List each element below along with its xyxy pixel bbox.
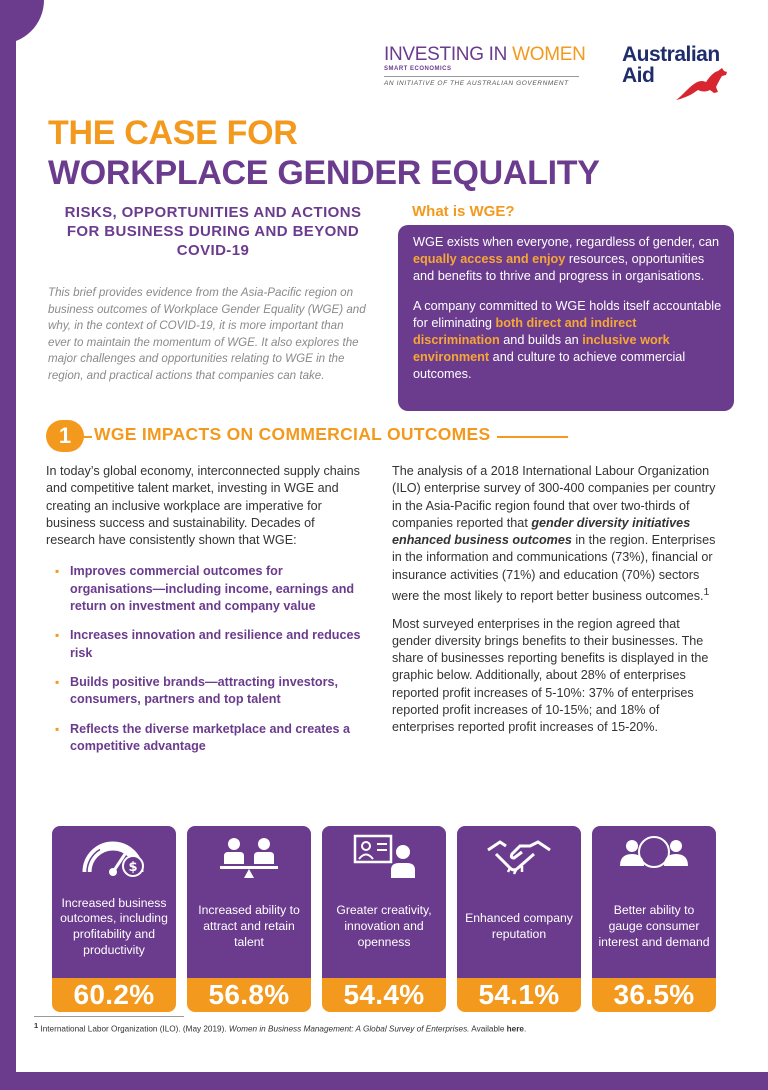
bottom-frame-bar [0,1072,768,1090]
list-item: ▪ Builds positive brands—attracting investors, consumers, partners and top talent [46,674,366,709]
benefits-list [46,563,366,755]
investing-in-women-logo [384,44,584,87]
survey-benefits-paragraph: Most surveyed enterprises in the region agreed that gender diversity brings benefits to their businesses. The share of businesses reporting benefits is displayed in the graphic below. Additionally, about 28% of enterprises reported profit increases of 5-10%: 37% of enterprises reported profit increases of 10-15%; and 18% of enterprises reported profit increases of 15-20%. [392,616,709,735]
consumers-group-icon [592,830,716,882]
stat-card [457,826,581,1012]
presentation-screen-icon [322,830,446,882]
australian-aid-logo [622,44,734,102]
wge-paragraph-1: WGE exists when everyone, regardless of gender, can equally access and enjoy resources, opportunities and benefits to thrive and progress in organisations. [413,235,720,283]
brand-initiative: AN INITIATIVE OF THE AUSTRALIAN GOVERNMENT [384,80,569,87]
balance-people-icon [187,830,311,882]
footnote-link[interactable]: here [506,1024,524,1034]
kangaroo-icon [672,66,734,102]
stat-label: Increased ability to attract and retain talent [198,903,300,949]
left-intro-paragraph: In today’s global economy, interconnected supply chains and competitive talent market, investing in WGE and creating an inclusive workplace are imperative for business success and sustainability. Decades of research have consistently shown that WGE: [46,464,360,548]
stat-value: 54.4% [322,978,446,1012]
stat-label: Greater creativity, innovation and openness [336,903,432,949]
right-column [392,463,722,747]
intro-paragraph: This brief provides evidence from the Asia-Pacific region on business outcomes of Workplace Gender Equality (WGE) and why, in the context of COVID-19, it is more important than ever to maintain the momentum of WGE. It also explores the major challenges and opportunities relating to WGE in the region, and practical actions that companies can take. [48,286,366,382]
wge-paragraph-2: A company committed to WGE holds itself accountable for eliminating both direct and indirect discrimination and builds an inclusive work environment and culture to achieve commercial outcomes. [413,299,722,381]
page-subtitle: RISKS, OPPORTUNITIES AND ACTIONS FOR BUSINESS DURING AND BEYOND COVID-19 [64,204,362,259]
footnote-ref[interactable]: 1 [703,586,710,599]
wge-definition-box [398,225,734,411]
stat-label: Increased business outcomes, including profitability and productivity [60,895,168,957]
footnote-divider [34,1016,184,1017]
australian-aid-line1: Australian [622,43,720,66]
gauge-dollar-icon [52,830,176,882]
footnote-number: 1 [34,1021,39,1030]
list-item: ▪ Improves commercial outcomes for organisations—including income, earnings and return on investment and company value [46,563,366,615]
stat-card [52,826,176,1012]
stat-card [187,826,311,1012]
stat-value: 60.2% [52,978,176,1012]
stat-card [592,826,716,1012]
australian-aid-line2: Aid [622,64,655,87]
left-column [46,463,366,767]
wge-heading: What is WGE? [412,203,515,220]
stat-card [322,826,446,1012]
handshake-icon [457,830,581,882]
brand-tagline: SMART ECONOMICS [384,66,452,72]
list-item: ▪ Reflects the diverse marketplace and creates a competitive advantage [46,721,366,756]
svg-text:$: $ [128,860,138,875]
corner-decoration [0,0,44,44]
left-frame-bar [0,0,16,1090]
ilo-analysis-paragraph: The analysis of a 2018 International Labour Organization (ILO) enterprise survey of 300-400 companies per country in the Asia-Pacific region found that over two-thirds of companies reported that gender diversity initiatives enhanced business outcomes in the region. Enterprises in the information and communications (73%), financial or insurance activities (71%) and education (70%) sectors were the most likely to report better business outcomes.$^1$ [392,464,716,604]
stat-value: 56.8% [187,978,311,1012]
footnote: $^1$ International Labor Organization (ILO). (May 2019). Women in Business Management: A Global Survey of Enterprises. Available here. [34,1021,527,1034]
section-title: WGE IMPACTS ON COMMERCIAL OUTCOMES [92,424,497,445]
list-item: ▪ Increases innovation and resilience and reduces risk [46,627,366,662]
stat-label: Enhanced company reputation [465,911,573,941]
page-title-line2: WORKPLACE GENDER EQUALITY [48,154,600,192]
page-title-line1: THE CASE FOR [48,114,298,152]
stat-label: Better ability to gauge consumer interest and demand [598,903,710,949]
brand-divider [384,76,579,77]
section-number-badge: 1 [46,420,84,452]
stat-value: 54.1% [457,978,581,1012]
brand-name: INVESTING IN WOMEN [384,44,586,65]
stat-value: 36.5% [592,978,716,1012]
